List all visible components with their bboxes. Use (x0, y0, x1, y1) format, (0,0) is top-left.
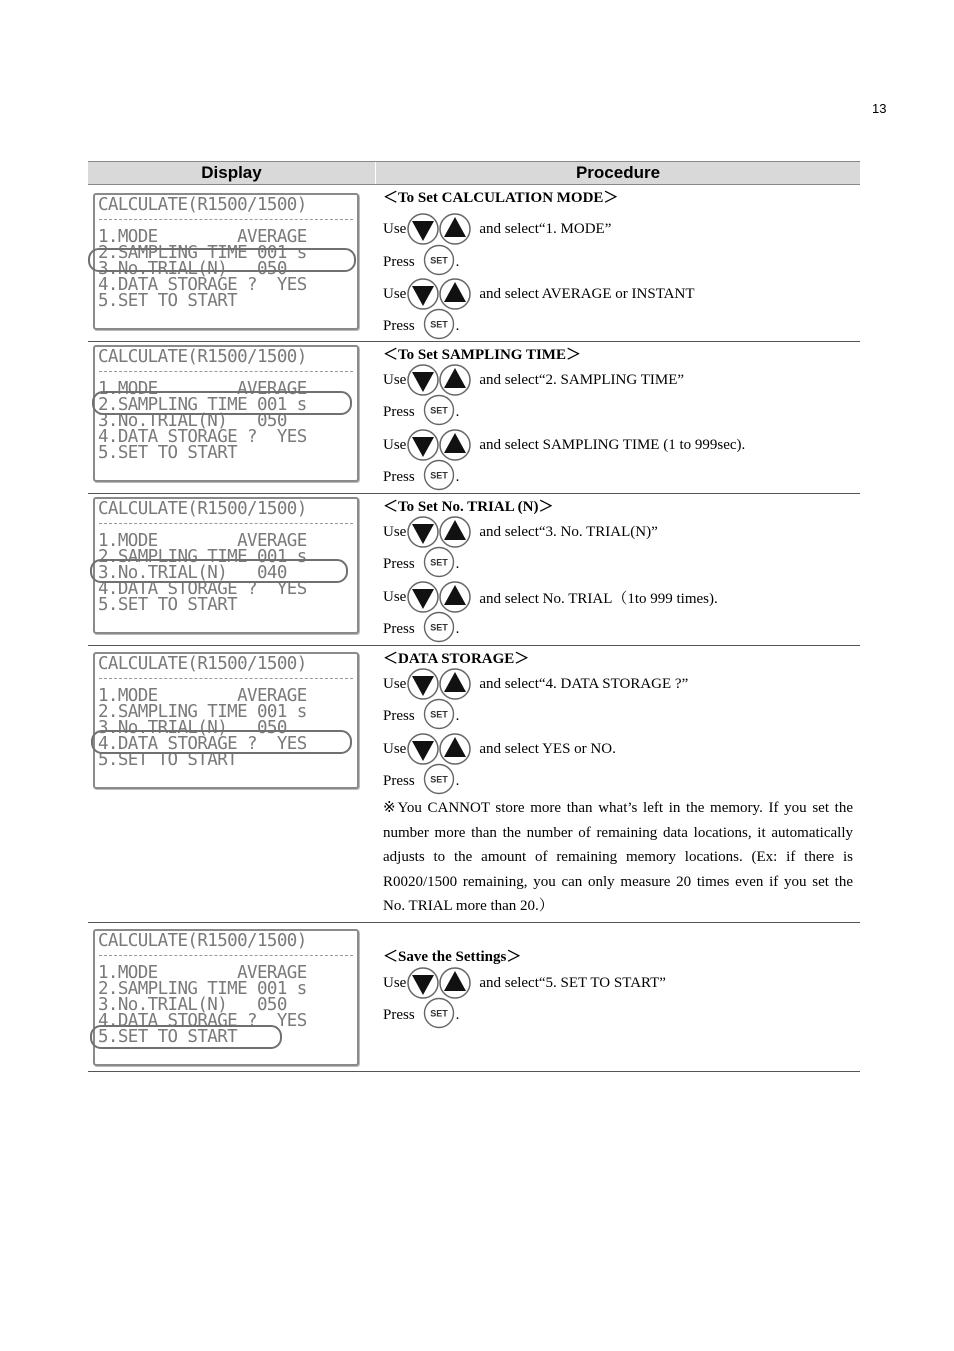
section-heading: ＜DATA STORAGE＞ (383, 650, 530, 667)
step-use: Use and select No. TRIAL（1to 999 times). (383, 580, 718, 614)
lcd-line: 1.MODE AVERAGE (98, 963, 307, 983)
step-use: Use and select YES or NO. (383, 732, 616, 766)
procedure-cell (375, 923, 860, 1071)
procedure-table (88, 161, 860, 1072)
down-up-arrow-keys-icon (407, 667, 473, 701)
set-button-icon (423, 611, 455, 648)
lcd-line: 2.SAMPLING TIME 001 s (98, 395, 307, 415)
step-press: Press SET . (383, 764, 459, 798)
lcd-line: 3.No.TRIAL(N) 050 (98, 718, 287, 738)
header-display: Display (88, 162, 376, 184)
step-use: Use and select AVERAGE or INSTANT (383, 277, 694, 311)
highlight-ring (91, 730, 352, 754)
step-use: Use and select SAMPLING TIME (1 to 999sec). (383, 428, 745, 462)
svg-text:SET: SET (429, 255, 448, 265)
set-button-icon (423, 308, 455, 345)
svg-text:SET: SET (429, 709, 448, 719)
lcd-line: 1.MODE AVERAGE (98, 531, 307, 551)
procedure-cell (375, 646, 860, 922)
procedure-cell (375, 342, 860, 493)
lcd-title: CALCULATE(R1500/1500) (98, 195, 307, 215)
lcd-line: 2.SAMPLING TIME 001 s (98, 979, 307, 999)
down-up-arrow-keys-icon (407, 277, 473, 311)
lcd-line: 5.SET TO START (98, 1027, 238, 1047)
lcd-title: CALCULATE(R1500/1500) (98, 654, 307, 674)
lcd-line: 5.SET TO START (98, 443, 238, 463)
memory-note: ※You CANNOT store more than what’s left in the memory. If you set the number more than the number of remaining data locations, it automatically adjusts to the amount of remaining memory locations. (Ex: if there is R0020/1500 remaining, you can only measure 20 times even if you set the No. TRIAL more than 20.） (383, 800, 853, 915)
lcd-line: 3.No.TRIAL(N) 050 (98, 259, 287, 279)
header-procedure: Procedure (575, 163, 661, 182)
svg-text:SET: SET (429, 1008, 448, 1018)
lcd-line: 1.MODE AVERAGE (98, 686, 307, 706)
highlight-ring (90, 559, 348, 583)
highlight-ring (88, 248, 356, 272)
lcd-line: 4.DATA STORAGE ? YES (98, 579, 307, 599)
down-up-arrow-keys-icon (407, 212, 473, 246)
step-press: Press SET . (383, 547, 459, 581)
lcd-line: 5.SET TO START (98, 595, 238, 615)
set-button-icon (423, 763, 455, 800)
lcd-line: 1.MODE AVERAGE (98, 379, 307, 399)
table-row (88, 494, 860, 646)
down-up-arrow-keys-icon (407, 580, 473, 614)
display-cell (88, 342, 375, 493)
step-press: Press SET . (383, 998, 459, 1032)
down-up-arrow-keys-icon (407, 732, 473, 766)
display-cell (88, 923, 375, 1071)
svg-text:SET: SET (429, 405, 448, 415)
section-heading: ＜Save the Settings＞ (383, 948, 522, 965)
procedure-cell (375, 185, 860, 341)
lcd-title: CALCULATE(R1500/1500) (98, 499, 307, 519)
lcd-line: 3.No.TRIAL(N) 050 (98, 411, 287, 431)
lcd-line: 5.SET TO START (98, 750, 238, 770)
section-heading: ＜To Set No. TRIAL (N)＞ (383, 498, 554, 515)
table-header (88, 161, 860, 185)
step-press: Press SET . (383, 395, 459, 429)
table-row (88, 185, 860, 342)
lcd-screen (93, 652, 359, 789)
down-up-arrow-keys-icon (407, 515, 473, 549)
step-use: Use and select“2. SAMPLING TIME” (383, 363, 684, 397)
lcd-line: 2.SAMPLING TIME 001 s (98, 702, 307, 722)
lcd-line: 3.No.TRIAL(N) 050 (98, 995, 287, 1015)
lcd-line: 1.MODE AVERAGE (98, 227, 307, 247)
lcd-line: 5.SET TO START (98, 291, 238, 311)
section-heading: ＜To Set CALCULATION MODE＞ (383, 189, 619, 206)
lcd-line: 4.DATA STORAGE ? YES (98, 275, 307, 295)
highlight-ring (90, 1025, 282, 1049)
step-use: Use and select“4. DATA STORAGE ?” (383, 667, 688, 701)
table-row (88, 342, 860, 494)
lcd-line: 3.No.TRIAL(N) 040 (98, 563, 287, 583)
svg-text:SET: SET (429, 774, 448, 784)
svg-text:SET: SET (429, 557, 448, 567)
set-button-icon (423, 244, 455, 281)
svg-text:SET: SET (429, 470, 448, 480)
display-cell (88, 494, 375, 645)
step-press: Press SET . (383, 245, 459, 279)
lcd-title: CALCULATE(R1500/1500) (98, 347, 307, 367)
display-cell (88, 646, 375, 922)
step-press: Press SET . (383, 460, 459, 494)
step-press: Press SET . (383, 309, 459, 343)
set-button-icon (423, 546, 455, 583)
lcd-line: 2.SAMPLING TIME 001 s (98, 243, 307, 263)
lcd-line: 4.DATA STORAGE ? YES (98, 734, 307, 754)
down-up-arrow-keys-icon (407, 966, 473, 1000)
set-button-icon (423, 997, 455, 1034)
lcd-line: 2.SAMPLING TIME 001 s (98, 547, 307, 567)
section-heading: ＜To Set SAMPLING TIME＞ (383, 346, 581, 363)
step-press: Press SET . (383, 612, 459, 646)
lcd-line: 4.DATA STORAGE ? YES (98, 427, 307, 447)
set-button-icon (423, 698, 455, 735)
set-button-icon (423, 459, 455, 496)
display-cell (88, 185, 375, 341)
table-row (88, 923, 860, 1072)
step-use: Use and select“3. No. TRIAL(N)” (383, 515, 658, 549)
highlight-ring (92, 391, 352, 415)
step-use: Use and select“1. MODE” (383, 212, 611, 246)
lcd-line: 4.DATA STORAGE ? YES (98, 1011, 307, 1031)
page-number: 13 (872, 101, 887, 116)
set-button-icon (423, 394, 455, 431)
down-up-arrow-keys-icon (407, 363, 473, 397)
table-row (88, 646, 860, 923)
lcd-title: CALCULATE(R1500/1500) (98, 931, 307, 951)
svg-text:SET: SET (429, 622, 448, 632)
svg-text:SET: SET (429, 319, 448, 329)
step-press: Press SET . (383, 699, 459, 733)
down-up-arrow-keys-icon (407, 428, 473, 462)
step-use: Use and select“5. SET TO START” (383, 966, 666, 1000)
procedure-cell (375, 494, 860, 645)
